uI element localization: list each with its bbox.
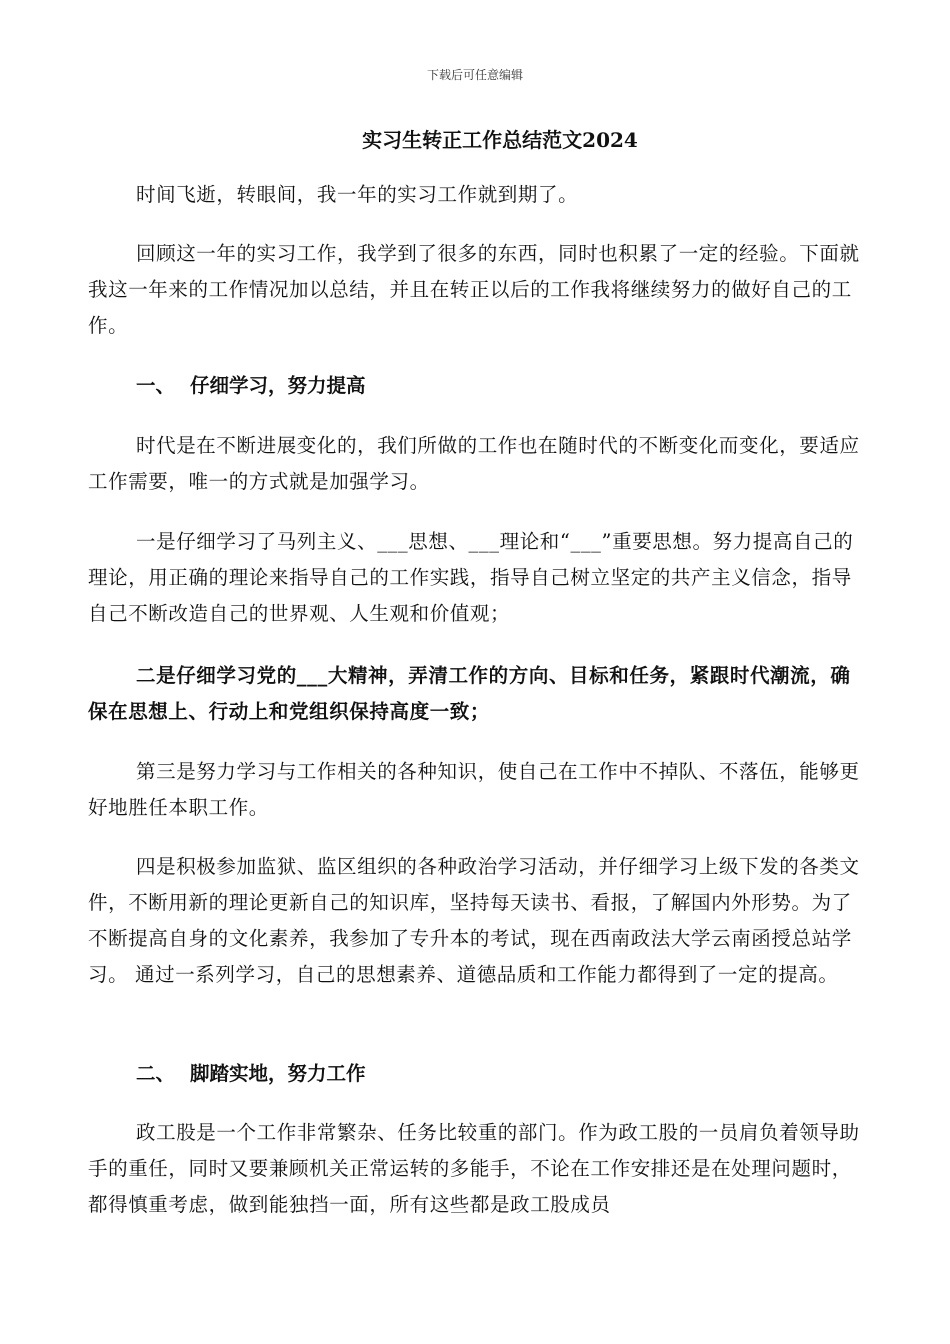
- header-note: 下载后可任意编辑: [426, 68, 523, 82]
- paragraph-point-3: 第三是努力学习与工作相关的各种知识，使自己在工作中不掉队、不落伍，能够更好地胜任本职工作。: [88, 760, 860, 819]
- paragraph-intro: 时间飞逝，转眼间，我一年的实习工作就到期了。: [136, 183, 579, 206]
- section-heading-1: [136, 368, 366, 404]
- paragraph-study-need: 时代是在不断进展变化的，我们所做的工作也在随时代的不断变化而变化，要适应工作需要，唯一的方式就是加强学习。: [88, 434, 860, 493]
- section-number: 二、: [136, 1062, 176, 1085]
- document-title: 实习生转正工作总结范文2024: [362, 128, 638, 152]
- section-number: 一、: [136, 374, 176, 397]
- paragraph-review: 回顾这一年的实习工作，我学到了很多的东西，同时也积累了一定的经验。下面就我这一年来的工作情况加以总结，并且在转正以后的工作我将继续努力的做好自己的工作。: [88, 242, 860, 337]
- paragraph-point-2: 二是仔细学习党的___大精神，弄清工作的方向、目标和任务，紧跟时代潮流，确保在思想上、行动上和党组织保持高度一致；: [88, 664, 851, 723]
- section-heading-text: 脚踏实地，努力工作: [190, 1062, 366, 1085]
- paragraph-work: 政工股是一个工作非常繁杂、任务比较重的部门。作为政工股的一员肩负着领导助手的重任，同时又要兼顾机关正常运转的多能手，不论在工作安排还是在处理问题时，都得慎重考虑，做到能独挡一面，所有这些都是政工股成员: [88, 1121, 860, 1216]
- section-heading-2: [136, 1056, 366, 1092]
- paragraph-point-4: 四是积极参加监狱、监区组织的各种政治学习活动，并仔细学习上级下发的各类文件，不断用新的理论更新自己的知识库，坚持每天读书、看报，了解国内外形势。为了不断提高自身的文化素养，我参加了专升本的考试，现在西南政法大学云南函授总站学习。 通过一系列学习，自己的思想素养、道德品质和工作能力都得到了一定的提高。: [88, 855, 860, 986]
- section-heading-text: 仔细学习，努力提高: [190, 374, 366, 397]
- paragraph-point-1: 一是仔细学习了马列主义、___思想、___理论和“___”重要思想。努力提高自己的理论，用正确的理论来指导自己的工作实践，指导自己树立坚定的共产主义信念，指导自己不断改造自己的世界观、人生观和价值观；: [88, 530, 854, 625]
